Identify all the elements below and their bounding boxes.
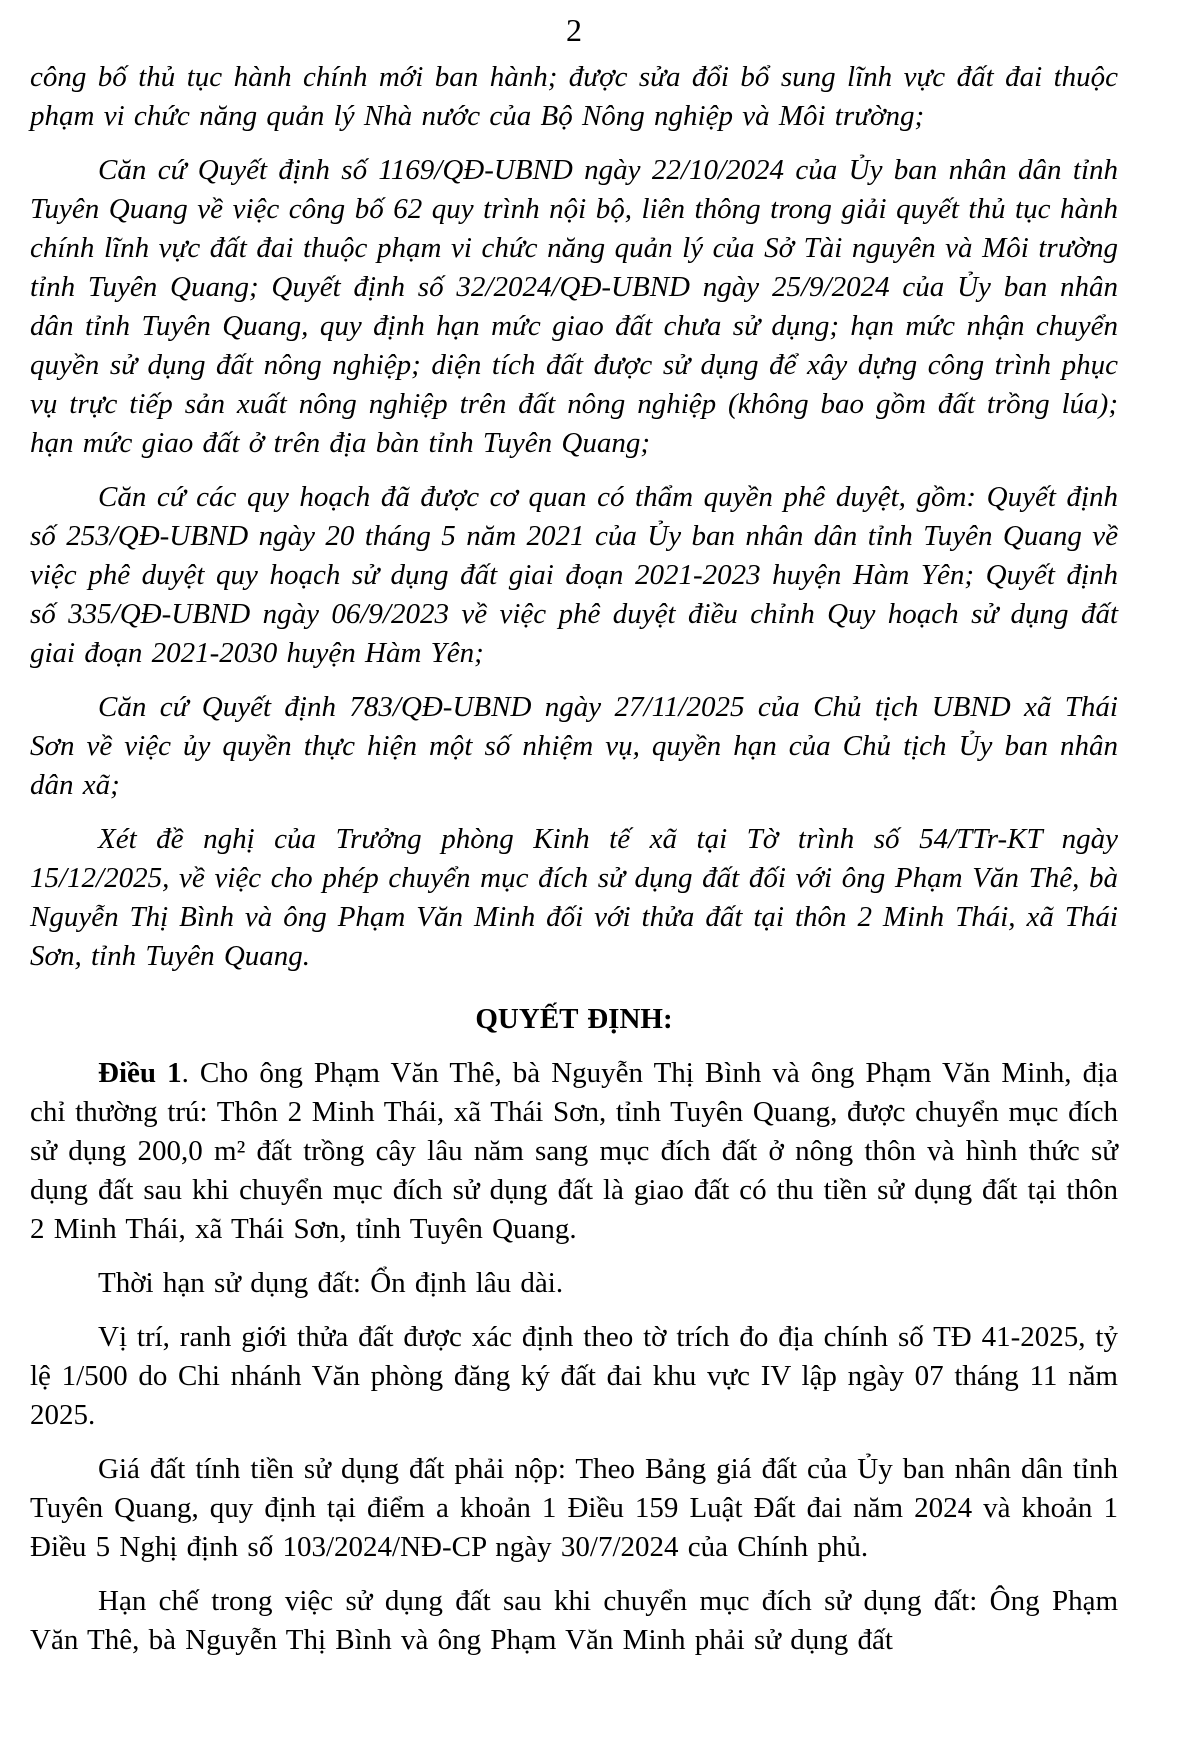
decision-heading: QUYẾT ĐỊNH: xyxy=(475,1003,673,1035)
location-boundary-paragraph: Vị trí, ranh giới thửa đất được xác định theo tờ trích đo địa chính số TĐ 41-2025, tỷ lệ 1/500 do Chi nhánh Văn phòng đăng ký đất đai khu vực IV lập ngày 07 tháng 11 năm 2025. xyxy=(30,1321,1118,1431)
preamble-paragraph-continuation: công bố thủ tục hành chính mới ban hành; được sửa đổi bổ sung lĩnh vực đất đai thuộc phạm vi chức năng quản lý Nhà nước của Bộ Nông nghiệp và Môi trường; xyxy=(30,61,1118,132)
decision-heading-wrap xyxy=(30,1000,1118,1039)
preamble-paragraph-planning: Căn cứ các quy hoạch đã được cơ quan có thẩm quyền phê duyệt, gồm: Quyết định số 253/QĐ-UBND ngày 20 tháng 5 năm 2021 của Ủy ban nhân dân tỉnh Tuyên Quang về việc phê duyệt quy hoạch sử dụng đất giai đoạn 2021-2023 huyện Hàm Yên; Quyết định số 335/QĐ-UBND ngày 06/9/2023 về việc phê duyệt điều chỉnh Quy hoạch sử dụng đất giai đoạn 2021-2030 huyện Hàm Yên; xyxy=(30,481,1118,669)
land-price-paragraph: Giá đất tính tiền sử dụng đất phải nộp: Theo Bảng giá đất của Ủy ban nhân dân tỉnh Tuyên Quang, quy định tại điểm a khoản 1 Điều 159 Luật Đất đai năm 2024 và khoản 1 Điều 5 Nghị định số 103/2024/NĐ-CP ngày 30/7/2024 của Chính phủ. xyxy=(30,1453,1118,1563)
preamble-paragraph-proposal: Xét đề nghị của Trưởng phòng Kinh tế xã tại Tờ trình số 54/TTr-KT ngày 15/12/2025, về việc cho phép chuyển mục đích sử dụng đất đối với ông Phạm Văn Thê, bà Nguyễn Thị Bình và ông Phạm Văn Minh đối với thửa đất tại thôn 2 Minh Thái, xã Thái Sơn, tỉnh Tuyên Quang. xyxy=(30,823,1118,972)
article-1-paragraph xyxy=(30,1054,1118,1249)
document-body xyxy=(30,58,1118,1660)
restriction-paragraph: Hạn chế trong việc sử dụng đất sau khi chuyển mục đích sử dụng đất: Ông Phạm Văn Thê, bà Nguyễn Thị Bình và ông Phạm Văn Minh phải sử dụng đất xyxy=(30,1585,1118,1656)
preamble-paragraph-basis-783: Căn cứ Quyết định 783/QĐ-UBND ngày 27/11/2025 của Chủ tịch UBND xã Thái Sơn về việc ủy quyền thực hiện một số nhiệm vụ, quyền hạn của Chủ tịch Ủy ban nhân dân xã; xyxy=(30,691,1118,801)
page-number: 2 xyxy=(566,12,582,48)
article-1-text: . Cho ông Phạm Văn Thê, bà Nguyễn Thị Bình và ông Phạm Văn Minh, địa chỉ thường trú: Thôn 2 Minh Thái, xã Thái Sơn, tỉnh Tuyên Quang, được chuyển mục đích sử dụng 200,0 m² đất trồng cây lâu năm sang mục đích đất ở nông thôn và hình thức sử dụng đất sau khi chuyển mục đích sử dụng đất là giao đất có thu tiền sử dụng đất tại thôn 2 Minh Thái, xã Thái Sơn, tỉnh Tuyên Quang. xyxy=(30,1057,1119,1245)
preamble-section xyxy=(30,58,1118,976)
article-1-label: Điều 1 xyxy=(98,1057,182,1089)
decision-section xyxy=(30,1054,1118,1660)
preamble-paragraph-basis-1169: Căn cứ Quyết định số 1169/QĐ-UBND ngày 22/10/2024 của Ủy ban nhân dân tỉnh Tuyên Quang về việc công bố 62 quy trình nội bộ, liên thông trong giải quyết thủ tục hành chính lĩnh vực đất đai thuộc phạm vi chức năng quản lý của Sở Tài nguyên và Môi trường tỉnh Tuyên Quang; Quyết định số 32/2024/QĐ-UBND ngày 25/9/2024 của Ủy ban nhân dân tỉnh Tuyên Quang, quy định hạn mức giao đất chưa sử dụng; hạn mức nhận chuyển quyền sử dụng đất nông nghiệp; diện tích đất được sử dụng để xây dựng công trình phục vụ trực tiếp sản xuất nông nghiệp trên đất nông nghiệp (không bao gồm đất trồng lúa); hạn mức giao đất ở trên địa bàn tỉnh Tuyên Quang; xyxy=(30,154,1118,459)
land-use-term-paragraph: Thời hạn sử dụng đất: Ổn định lâu dài. xyxy=(98,1267,564,1299)
